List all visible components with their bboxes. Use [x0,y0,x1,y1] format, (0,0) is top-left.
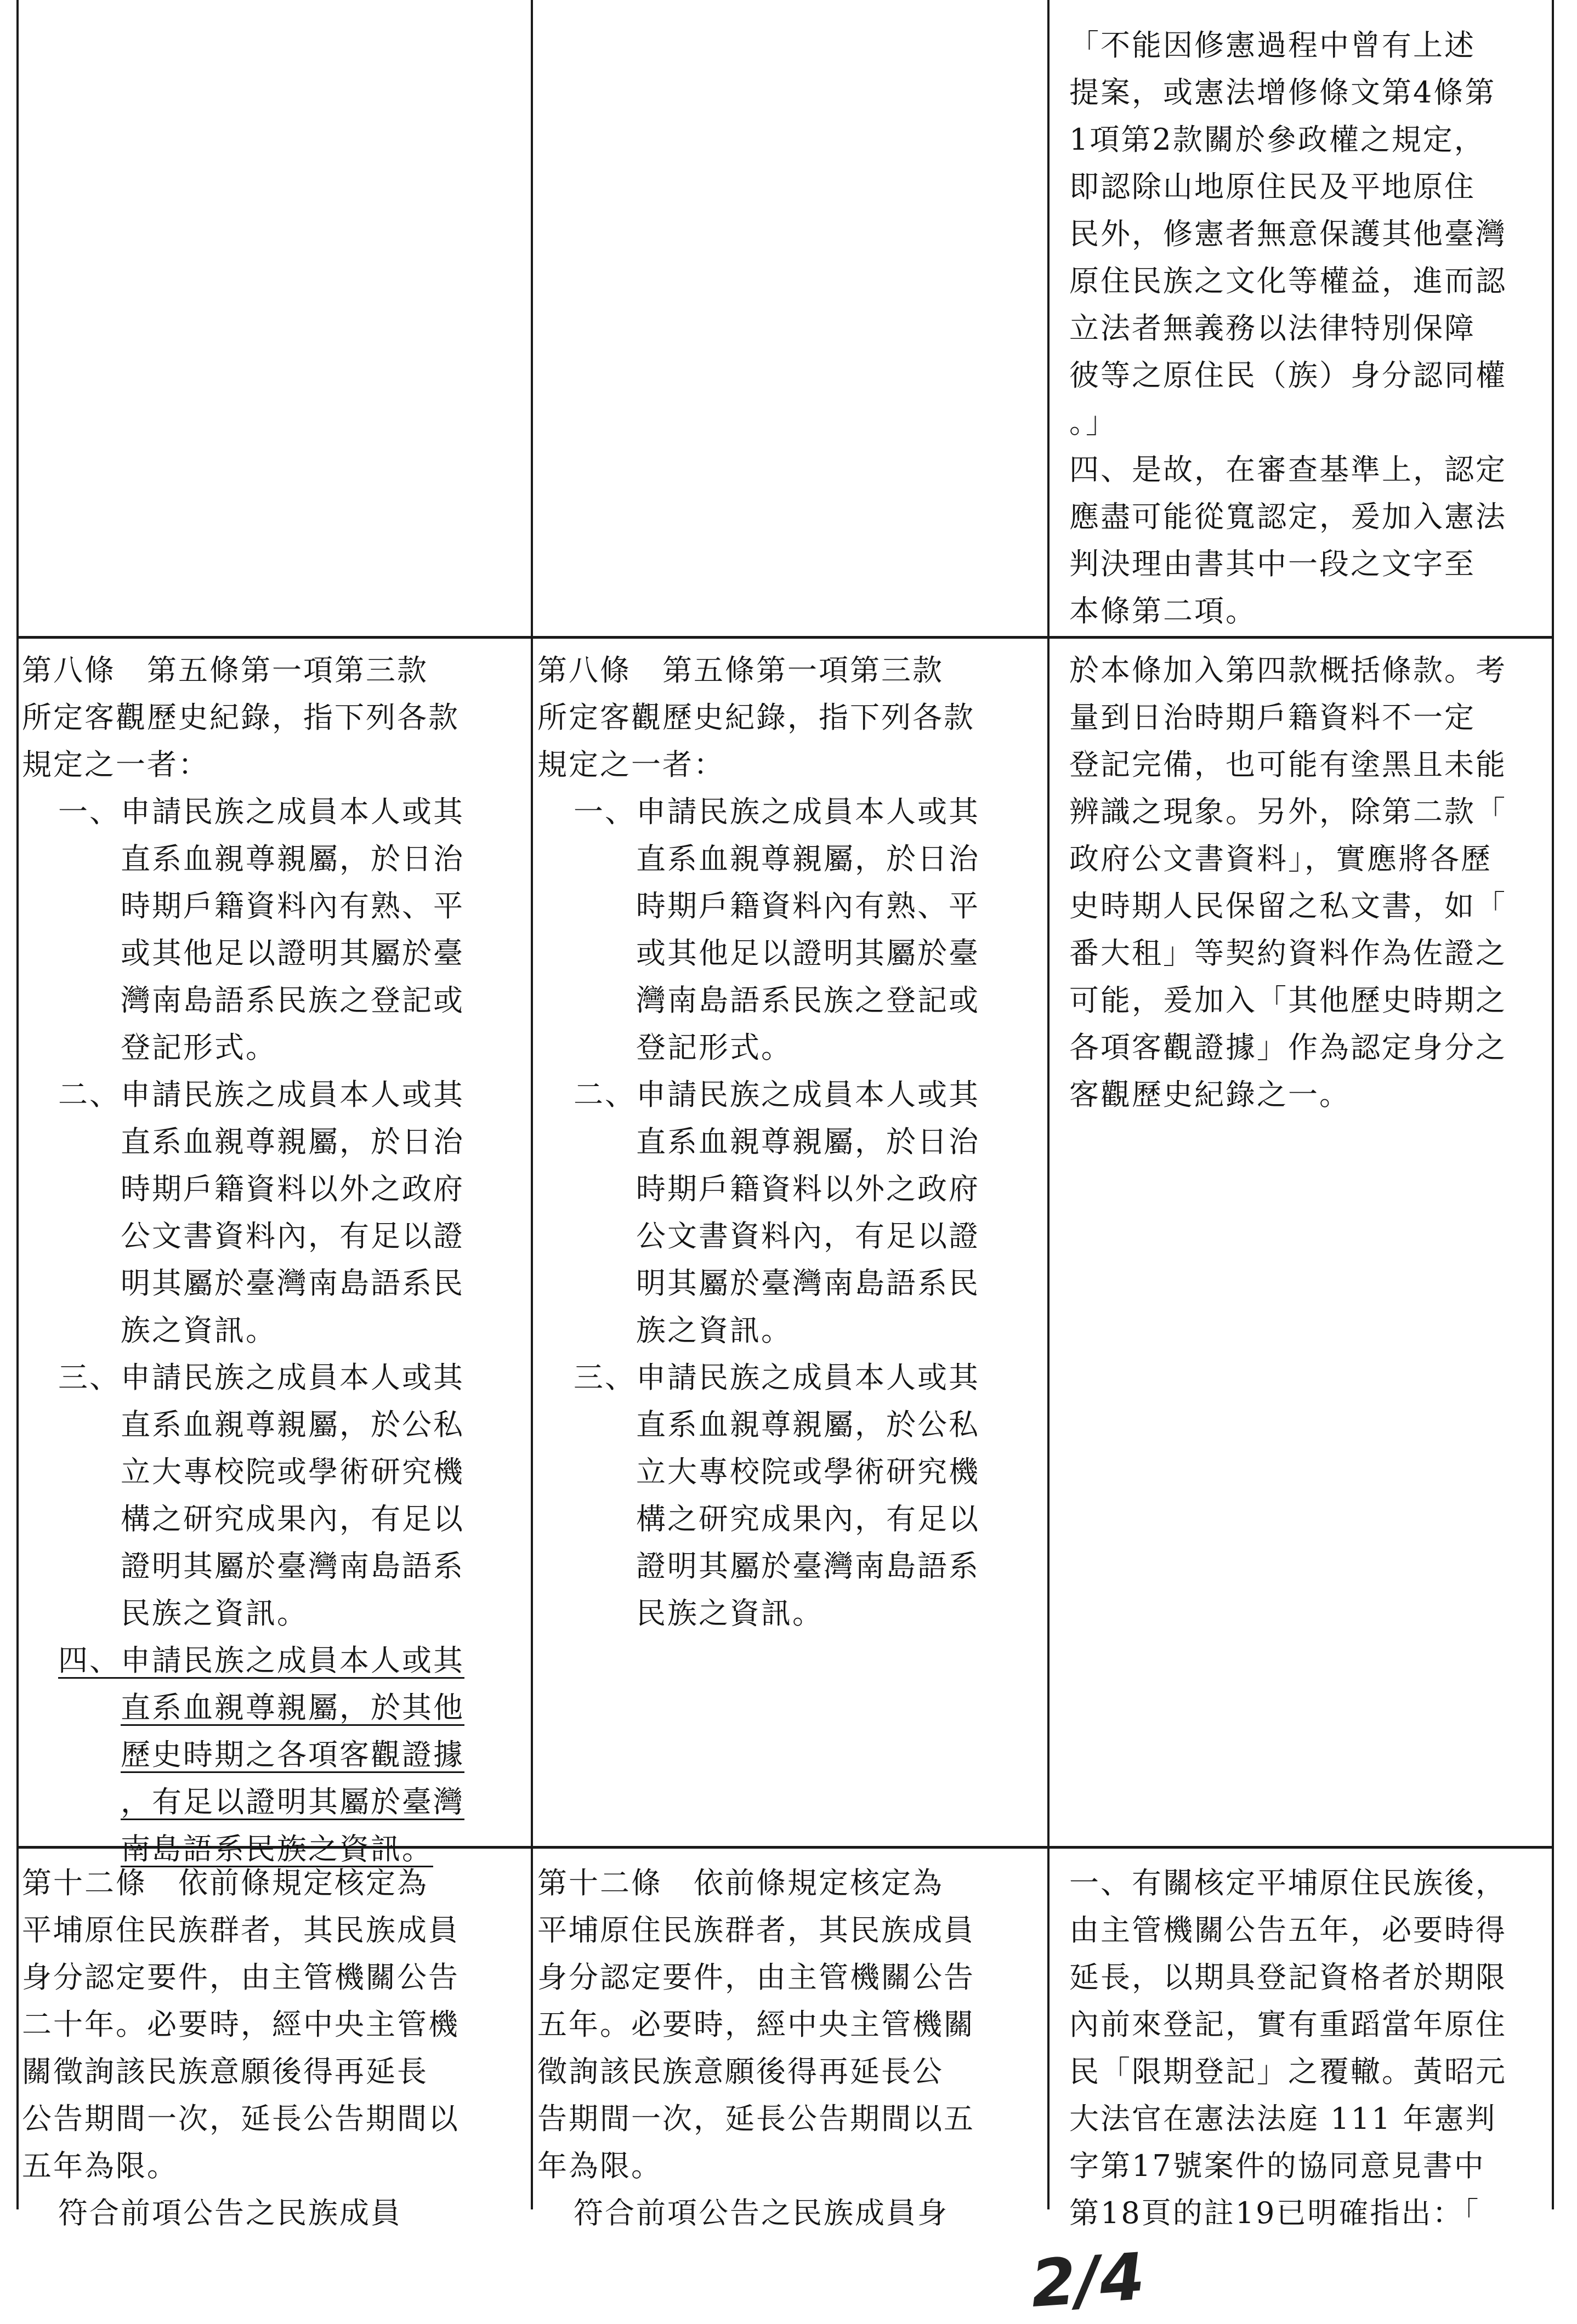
text-line [537,930,1042,977]
text-line [1069,2048,1546,2095]
line-text: 歷史時期之各項客觀證據 [121,1737,464,1772]
line-text: 所定客觀歷史紀錄，指下列各款 [537,700,975,735]
text-line [22,1071,526,1118]
text-line [1069,1071,1546,1118]
line-text: 族之資訊。 [121,1313,277,1348]
text-line [22,1637,526,1684]
line-text: 公文書資料內，有足以證 [121,1219,464,1253]
text-line [1069,493,1546,541]
line-text: 灣南島語系民族之登記或 [636,983,980,1018]
line-text: 五年。必要時，經中央主管機關 [537,2007,975,2042]
text-line [1069,588,1546,635]
line-text: 構之研究成果內，有足以 [636,1502,980,1536]
line-text: 時期戶籍資料內有熟、平 [636,889,980,923]
text-line [22,930,526,977]
line-text: 立大專校院或學術研究機 [636,1454,980,1489]
text-line [537,1496,1042,1543]
table-right-border [1552,0,1554,2209]
line-text: 符合前項公告之民族成員身 [574,2196,949,2230]
line-text: 四、是故，在審查基準上，認定 [1069,452,1507,487]
line-text: 時期戶籍資料內有熟、平 [121,889,464,923]
line-text: 民族之資訊。 [121,1596,308,1630]
row2-amendment-cell [22,647,526,1873]
line-text: 直系血親尊親屬，於其他 [121,1690,464,1725]
line-text: 第八條 第五條第一項第三款 [537,653,944,687]
line-text: 直系血親尊親屬，於公私 [636,1407,980,1442]
text-line [22,883,526,930]
line-text: 內前來登記，實有重蹈當年原住 [1069,2007,1507,2042]
line-text: 第18頁的註19已明確指出：「 [1069,2196,1480,2230]
text-line [537,647,1042,694]
line-text: 於本條加入第四款概括條款。考 [1069,653,1507,687]
line-text: 由主管機關公告五年，必要時得 [1069,1913,1507,1947]
text-line [537,741,1042,788]
text-line [22,1778,526,1826]
text-line [1069,836,1546,883]
row-divider [16,636,1552,639]
line-text: 政府公文書資料」，實應將各歷 [1069,842,1492,876]
column-divider [1047,0,1050,2209]
line-text: 民外，修憲者無意保護其他臺灣 [1069,217,1507,251]
text-line [22,1401,526,1448]
text-line [1069,22,1546,69]
text-line [22,647,526,694]
line-text: 民「限期登記」之覆轍。黃昭元 [1069,2054,1507,2089]
line-text: 立法者無義務以法律特別保障 [1069,311,1476,345]
text-line [22,2048,526,2095]
text-line [537,1954,1042,2001]
line-text: 一、有關核定平埔原住民族後， [1069,1866,1507,1900]
text-line [22,1907,526,1954]
text-line [537,977,1042,1024]
line-text: 平埔原住民族群者，其民族成員 [537,1913,975,1947]
text-line [1069,788,1546,836]
line-text: 規定之一者： [22,747,209,782]
table-left-border [16,0,19,2209]
text-line [537,694,1042,741]
text-line [22,2095,526,2143]
text-line [1069,69,1546,116]
text-line [1069,305,1546,352]
text-line [537,1401,1042,1448]
text-line [537,1213,1042,1260]
row1-explanation-cell [1069,22,1546,635]
text-line [1069,163,1546,211]
text-line [22,1954,526,2001]
line-text: 客觀歷史紀錄之一。 [1069,1077,1351,1112]
text-line [1069,399,1546,446]
line-text: 四、申請民族之成員本人或其 [58,1643,464,1678]
text-line [22,1496,526,1543]
line-text: 登記形式。 [636,1030,792,1065]
text-line [537,1166,1042,1213]
row3-explanation-cell [1069,1860,1546,2237]
line-text: 一、申請民族之成員本人或其 [574,794,980,829]
text-line [1069,647,1546,694]
line-text: 平埔原住民族群者，其民族成員 [22,1913,460,1947]
text-line [1069,930,1546,977]
line-text: 直系血親尊親屬，於日治 [121,842,464,876]
row2-explanation-cell [1069,647,1546,1118]
text-line [1069,2095,1546,2143]
text-line [537,2190,1042,2237]
line-text: 灣南島語系民族之登記或 [121,983,464,1018]
line-text: 告期間一次，延長公告期間以五 [537,2101,975,2136]
text-line [1069,2001,1546,2048]
line-text: 彼等之原住民（族）身分認同權 [1069,358,1507,393]
text-line [22,836,526,883]
row3-current-cell [537,1860,1042,2237]
text-line [22,1024,526,1071]
text-line [22,741,526,788]
text-line [22,1543,526,1590]
line-text: 1項第2款關於參政權之規定， [1069,122,1485,157]
line-text: 番大租」等契約資料作為佐證之 [1069,936,1507,970]
text-line [22,788,526,836]
text-line [22,2001,526,2048]
line-text: 判決理由書其中一段之文字至 [1069,547,1476,581]
line-text: 明其屬於臺灣南島語系民 [636,1266,980,1300]
line-text: 身分認定要件，由主管機關公告 [22,1960,460,1995]
text-line [1069,352,1546,399]
text-line [537,883,1042,930]
line-text: 即認除山地原住民及平地原住 [1069,169,1476,204]
line-text: 本條第二項。 [1069,594,1257,628]
line-text: 登記完備，也可能有塗黑且未能 [1069,747,1507,782]
text-line [22,2143,526,2190]
line-text: 直系血親尊親屬，於日治 [636,842,980,876]
text-line [1069,1907,1546,1954]
line-text: 字第17號案件的協同意見書中 [1069,2149,1485,2183]
line-text: 年為限。 [537,2149,662,2183]
line-text: 提案，或憲法增修條文第4條第 [1069,75,1496,110]
text-line [537,1448,1042,1496]
text-line [1069,741,1546,788]
line-text: 各項客觀證據」作為認定身分之 [1069,1030,1507,1065]
line-text: 證明其屬於臺灣南島語系 [121,1549,464,1583]
line-text: 量到日治時期戶籍資料不一定 [1069,700,1476,735]
line-text: 符合前項公告之民族成員 [58,2196,402,2230]
line-text: 大法官在憲法法庭 111 年憲判 [1069,2101,1497,2136]
line-text: 直系血親尊親屬，於日治 [121,1124,464,1159]
text-line [22,1118,526,1166]
line-text: 直系血親尊親屬，於日治 [636,1124,980,1159]
line-text: 徵詢該民族意願後得再延長公 [537,2054,944,2089]
line-text: 可能，爰加入「其他歷史時期之 [1069,983,1507,1018]
text-line [537,2001,1042,2048]
line-text: 二、申請民族之成員本人或其 [58,1077,464,1112]
line-text: 公文書資料內，有足以證 [636,1219,980,1253]
text-line [1069,977,1546,1024]
text-line [22,1166,526,1213]
line-text: 所定客觀歷史紀錄，指下列各款 [22,700,460,735]
line-text: 二、申請民族之成員本人或其 [574,1077,980,1112]
text-line [22,1590,526,1637]
line-text: 南島語系民族之資訊。 [121,1832,433,1866]
text-line [1069,116,1546,163]
line-text: 辨識之現象。另外，除第二款「 [1069,794,1507,829]
line-text: 構之研究成果內，有足以 [121,1502,464,1536]
text-line [22,1860,526,1907]
text-line [22,1731,526,1778]
text-line [537,1543,1042,1590]
line-text: 原住民族之文化等權益，進而認 [1069,264,1507,298]
line-text: 或其他足以證明其屬於臺 [121,936,464,970]
line-text: 關徵詢該民族意願後得再延長 [22,2054,428,2089]
line-text: 應盡可能從寬認定，爰加入憲法 [1069,499,1507,534]
row2-current-cell [537,647,1042,1637]
line-text: 時期戶籍資料以外之政府 [636,1172,980,1206]
line-text: 民族之資訊。 [636,1596,824,1630]
line-text: 登記形式。 [121,1030,277,1065]
line-text: 一、申請民族之成員本人或其 [58,794,464,829]
text-line [537,836,1042,883]
text-line [1069,541,1546,588]
text-line [537,1260,1042,1307]
text-line [537,1860,1042,1907]
text-line [537,1590,1042,1637]
column-divider [531,0,533,2209]
text-line [537,2143,1042,2190]
line-text: 。」 [1069,405,1117,440]
text-line [1069,2190,1546,2237]
text-line [537,788,1042,836]
line-text: 時期戶籍資料以外之政府 [121,1172,464,1206]
text-line [22,1684,526,1731]
line-text: 身分認定要件，由主管機關公告 [537,1960,975,1995]
line-text: 證明其屬於臺灣南島語系 [636,1549,980,1583]
text-line [1069,1024,1546,1071]
text-line [537,1071,1042,1118]
text-line [1069,211,1546,258]
text-line [1069,1860,1546,1907]
text-line [22,694,526,741]
text-line [22,1260,526,1307]
text-line [22,1448,526,1496]
text-line [537,1118,1042,1166]
text-line [1069,258,1546,305]
line-text: 史時期人民保留之私文書，如「 [1069,889,1507,923]
text-line [22,1307,526,1354]
text-line [537,2048,1042,2095]
text-line [22,977,526,1024]
text-line [537,2095,1042,2143]
row3-amendment-cell [22,1860,526,2237]
text-line [22,2190,526,2237]
line-text: 第十二條 依前條規定核定為 [537,1866,944,1900]
text-line [537,1024,1042,1071]
line-text: 五年為限。 [22,2149,178,2183]
text-line [22,1213,526,1260]
text-line [1069,2143,1546,2190]
line-text: 三、申請民族之成員本人或其 [58,1360,464,1395]
line-text: 族之資訊。 [636,1313,792,1348]
line-text: 立大專校院或學術研究機 [121,1454,464,1489]
handwritten-page-number: 2/4 [1028,2238,1147,2322]
line-text: 直系血親尊親屬，於公私 [121,1407,464,1442]
text-line [537,1907,1042,1954]
line-text: ，有足以證明其屬於臺灣 [121,1785,464,1819]
line-text: 明其屬於臺灣南島語系民 [121,1266,464,1300]
text-line [537,1307,1042,1354]
line-text: 「不能因修憲過程中曾有上述 [1069,28,1476,62]
line-text: 三、申請民族之成員本人或其 [574,1360,980,1395]
text-line [1069,1954,1546,2001]
text-line [1069,694,1546,741]
line-text: 或其他足以證明其屬於臺 [636,936,980,970]
text-line [1069,883,1546,930]
text-line [1069,446,1546,493]
text-line [537,1354,1042,1401]
line-text: 公告期間一次，延長公告期間以 [22,2101,460,2136]
line-text: 第八條 第五條第一項第三款 [22,653,428,687]
text-line [22,1354,526,1401]
line-text: 第十二條 依前條規定核定為 [22,1866,428,1900]
line-text: 二十年。必要時，經中央主管機 [22,2007,460,2042]
line-text: 延長，以期具登記資格者於期限 [1069,1960,1507,1995]
line-text: 規定之一者： [537,747,725,782]
